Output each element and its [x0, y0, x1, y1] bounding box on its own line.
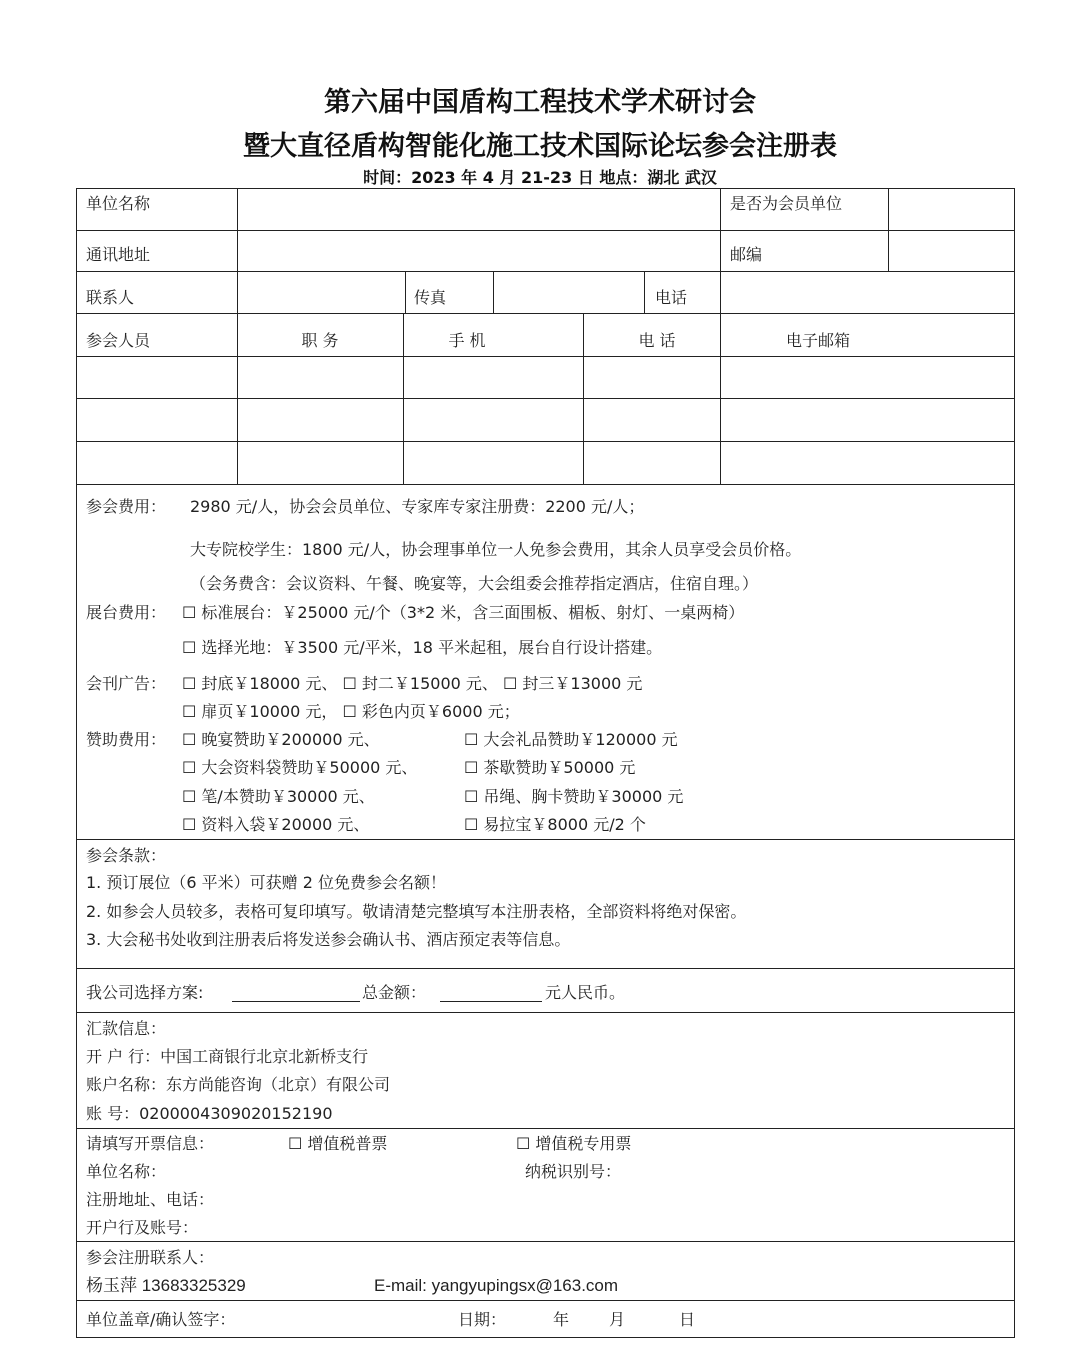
remit-account-name: 账户名称：东方尚能咨询（北京）有限公司: [86, 1075, 391, 1094]
booth-option[interactable]: ☐ 选择光地：￥3500 元/平米，18 平米起租，展台自行设计搭建。: [182, 638, 663, 657]
row-line: [76, 398, 1015, 399]
email-header: 电子邮箱: [785, 331, 850, 350]
mobile-header: 手 机: [448, 331, 486, 350]
booth-option[interactable]: ☐ 标准展台：￥25000 元/个（3*2 米，含三面围板、楣板、射灯、一桌两椅）: [182, 603, 745, 622]
sponsor-option[interactable]: ☐ 易拉宝￥8000 元/2 个: [464, 815, 646, 834]
fax-label: 传真: [414, 288, 447, 307]
plan-underline[interactable]: [232, 1001, 360, 1002]
invoice-tax-id: 纳税识别号：: [525, 1162, 622, 1181]
remit-label: 汇款信息：: [86, 1019, 167, 1038]
terms-item: 2. 如参会人员较多，表格可复印填写。敬请清楚完整填写本注册表格，全部资料将绝对保密。: [86, 902, 747, 921]
contact-field[interactable]: [238, 272, 405, 313]
border-left: [76, 188, 77, 1338]
booth-fee-label: 展台费用：: [86, 603, 167, 622]
invoice-special-checkbox[interactable]: ☐ 增值税专用票: [516, 1134, 632, 1153]
sponsor-option[interactable]: ☐ 资料入袋￥20000 元、: [182, 815, 370, 834]
row-line: [76, 441, 1015, 442]
member-unit-field[interactable]: [889, 189, 1014, 230]
row-line: [76, 1012, 1015, 1013]
row-line: [76, 1241, 1015, 1242]
fax-field[interactable]: [494, 272, 644, 313]
reg-fee-line: 大专院校学生：1800 元/人，协会理事单位一人免参会费用，其余人员享受会员价格。: [190, 540, 802, 559]
phone-label: 电话: [655, 288, 688, 307]
contact-person-email[interactable]: E-mail: yangyupingsx@163.com: [374, 1276, 619, 1295]
row-line: [76, 356, 1015, 357]
ad-fee-label: 会刊广告：: [86, 674, 167, 693]
time-location: 时间：2023 年 4 月 21-23 日 地点：湖北 武汉: [363, 168, 717, 187]
reg-fee-label: 参会费用：: [86, 497, 167, 516]
plan-label: 我公司选择方案:: [86, 983, 204, 1002]
member-unit-label: 是否为会员单位: [730, 194, 843, 213]
sponsor-fee-label: 赞助费用：: [86, 730, 167, 749]
border-bottom: [76, 1337, 1015, 1338]
contact-person-name-phone: 杨玉萍 13683325329: [86, 1276, 246, 1295]
row-line: [76, 968, 1015, 969]
participants-header: 参会人员: [86, 331, 151, 350]
seal-signature-label: 单位盖章/确认签字：: [86, 1310, 236, 1329]
reg-fee-note: （会务费含：会议资料、午餐、晚宴等，大会组委会推荐指定酒店，住宿自理。）: [190, 574, 759, 593]
date-year: 年: [553, 1310, 570, 1329]
row-line: [76, 839, 1015, 840]
tel-header: 电 话: [638, 331, 676, 350]
contact-label: 联系人: [86, 288, 135, 307]
sponsor-option[interactable]: ☐ 吊绳、胸卡赞助￥30000 元: [464, 787, 684, 806]
postcode-label: 邮编: [730, 245, 763, 264]
invoice-unit-name: 单位名称：: [86, 1162, 167, 1181]
terms-item: 1. 预订展位（6 平米）可获赠 2 位免费参会名额！: [86, 873, 446, 892]
date-label: 日期：: [458, 1310, 507, 1329]
remit-bank: 开 户 行：中国工商银行北京北新桥支行: [86, 1047, 369, 1066]
invoice-bank-account: 开户行及账号：: [86, 1218, 199, 1237]
form-subtitle-title: 暨大直径盾构智能化施工技术国际论坛参会注册表: [243, 131, 837, 162]
date-month: 月: [609, 1310, 626, 1329]
row-line: [76, 1128, 1015, 1129]
sponsor-option[interactable]: ☐ 大会资料袋赞助￥50000 元、: [182, 758, 418, 777]
row-line: [76, 484, 1015, 485]
unit-name-field[interactable]: [238, 189, 720, 230]
address-label: 通讯地址: [86, 245, 151, 264]
row-line: [76, 1300, 1015, 1301]
row-line: [76, 313, 1015, 314]
address-field[interactable]: [238, 231, 720, 271]
form-title: 第六届中国盾构工程技术学术研讨会: [324, 87, 756, 118]
total-label: 总金额：: [362, 983, 427, 1002]
col-line: [405, 271, 406, 313]
terms-item: 3. 大会秘书处收到注册表后将发送参会确认书、酒店预定表等信息。: [86, 930, 571, 949]
ad-option[interactable]: ☐ 扉页￥10000 元， ☐ 彩色内页￥6000 元；: [182, 702, 520, 721]
col-line: [237, 356, 238, 484]
sponsor-option[interactable]: ☐ 晚宴赞助￥200000 元、: [182, 730, 380, 749]
invoice-normal-checkbox[interactable]: ☐ 增值税普票: [288, 1134, 388, 1153]
reg-fee-line: 2980 元/人，协会会员单位、专家库专家注册费：2200 元/人；: [190, 497, 645, 516]
phone-field[interactable]: [721, 272, 1014, 313]
position-header: 职 务: [301, 331, 339, 350]
unit-name-label: 单位名称: [86, 194, 151, 213]
invoice-label: 请填写开票信息：: [86, 1134, 215, 1153]
total-underline[interactable]: [440, 1001, 542, 1002]
date-day: 日: [679, 1310, 696, 1329]
border-right: [1014, 188, 1015, 1338]
postcode-field[interactable]: [889, 231, 1014, 271]
currency-unit: 元人民币。: [545, 983, 626, 1002]
col-line: [644, 271, 645, 313]
ad-option[interactable]: ☐ 封底￥18000 元、 ☐ 封二￥15000 元、 ☐ 封三￥13000 元: [182, 674, 643, 693]
sponsor-option[interactable]: ☐ 茶歇赞助￥50000 元: [464, 758, 636, 777]
terms-label: 参会条款：: [86, 846, 167, 865]
sponsor-option[interactable]: ☐ 大会礼品赞助￥120000 元: [464, 730, 678, 749]
invoice-reg-address: 注册地址、电话：: [86, 1190, 215, 1209]
remit-account-no: 账 号：0200004309020152190: [86, 1104, 333, 1123]
sponsor-option[interactable]: ☐ 笔/本赞助￥30000 元、: [182, 787, 375, 806]
contact-person-label: 参会注册联系人：: [86, 1248, 215, 1267]
